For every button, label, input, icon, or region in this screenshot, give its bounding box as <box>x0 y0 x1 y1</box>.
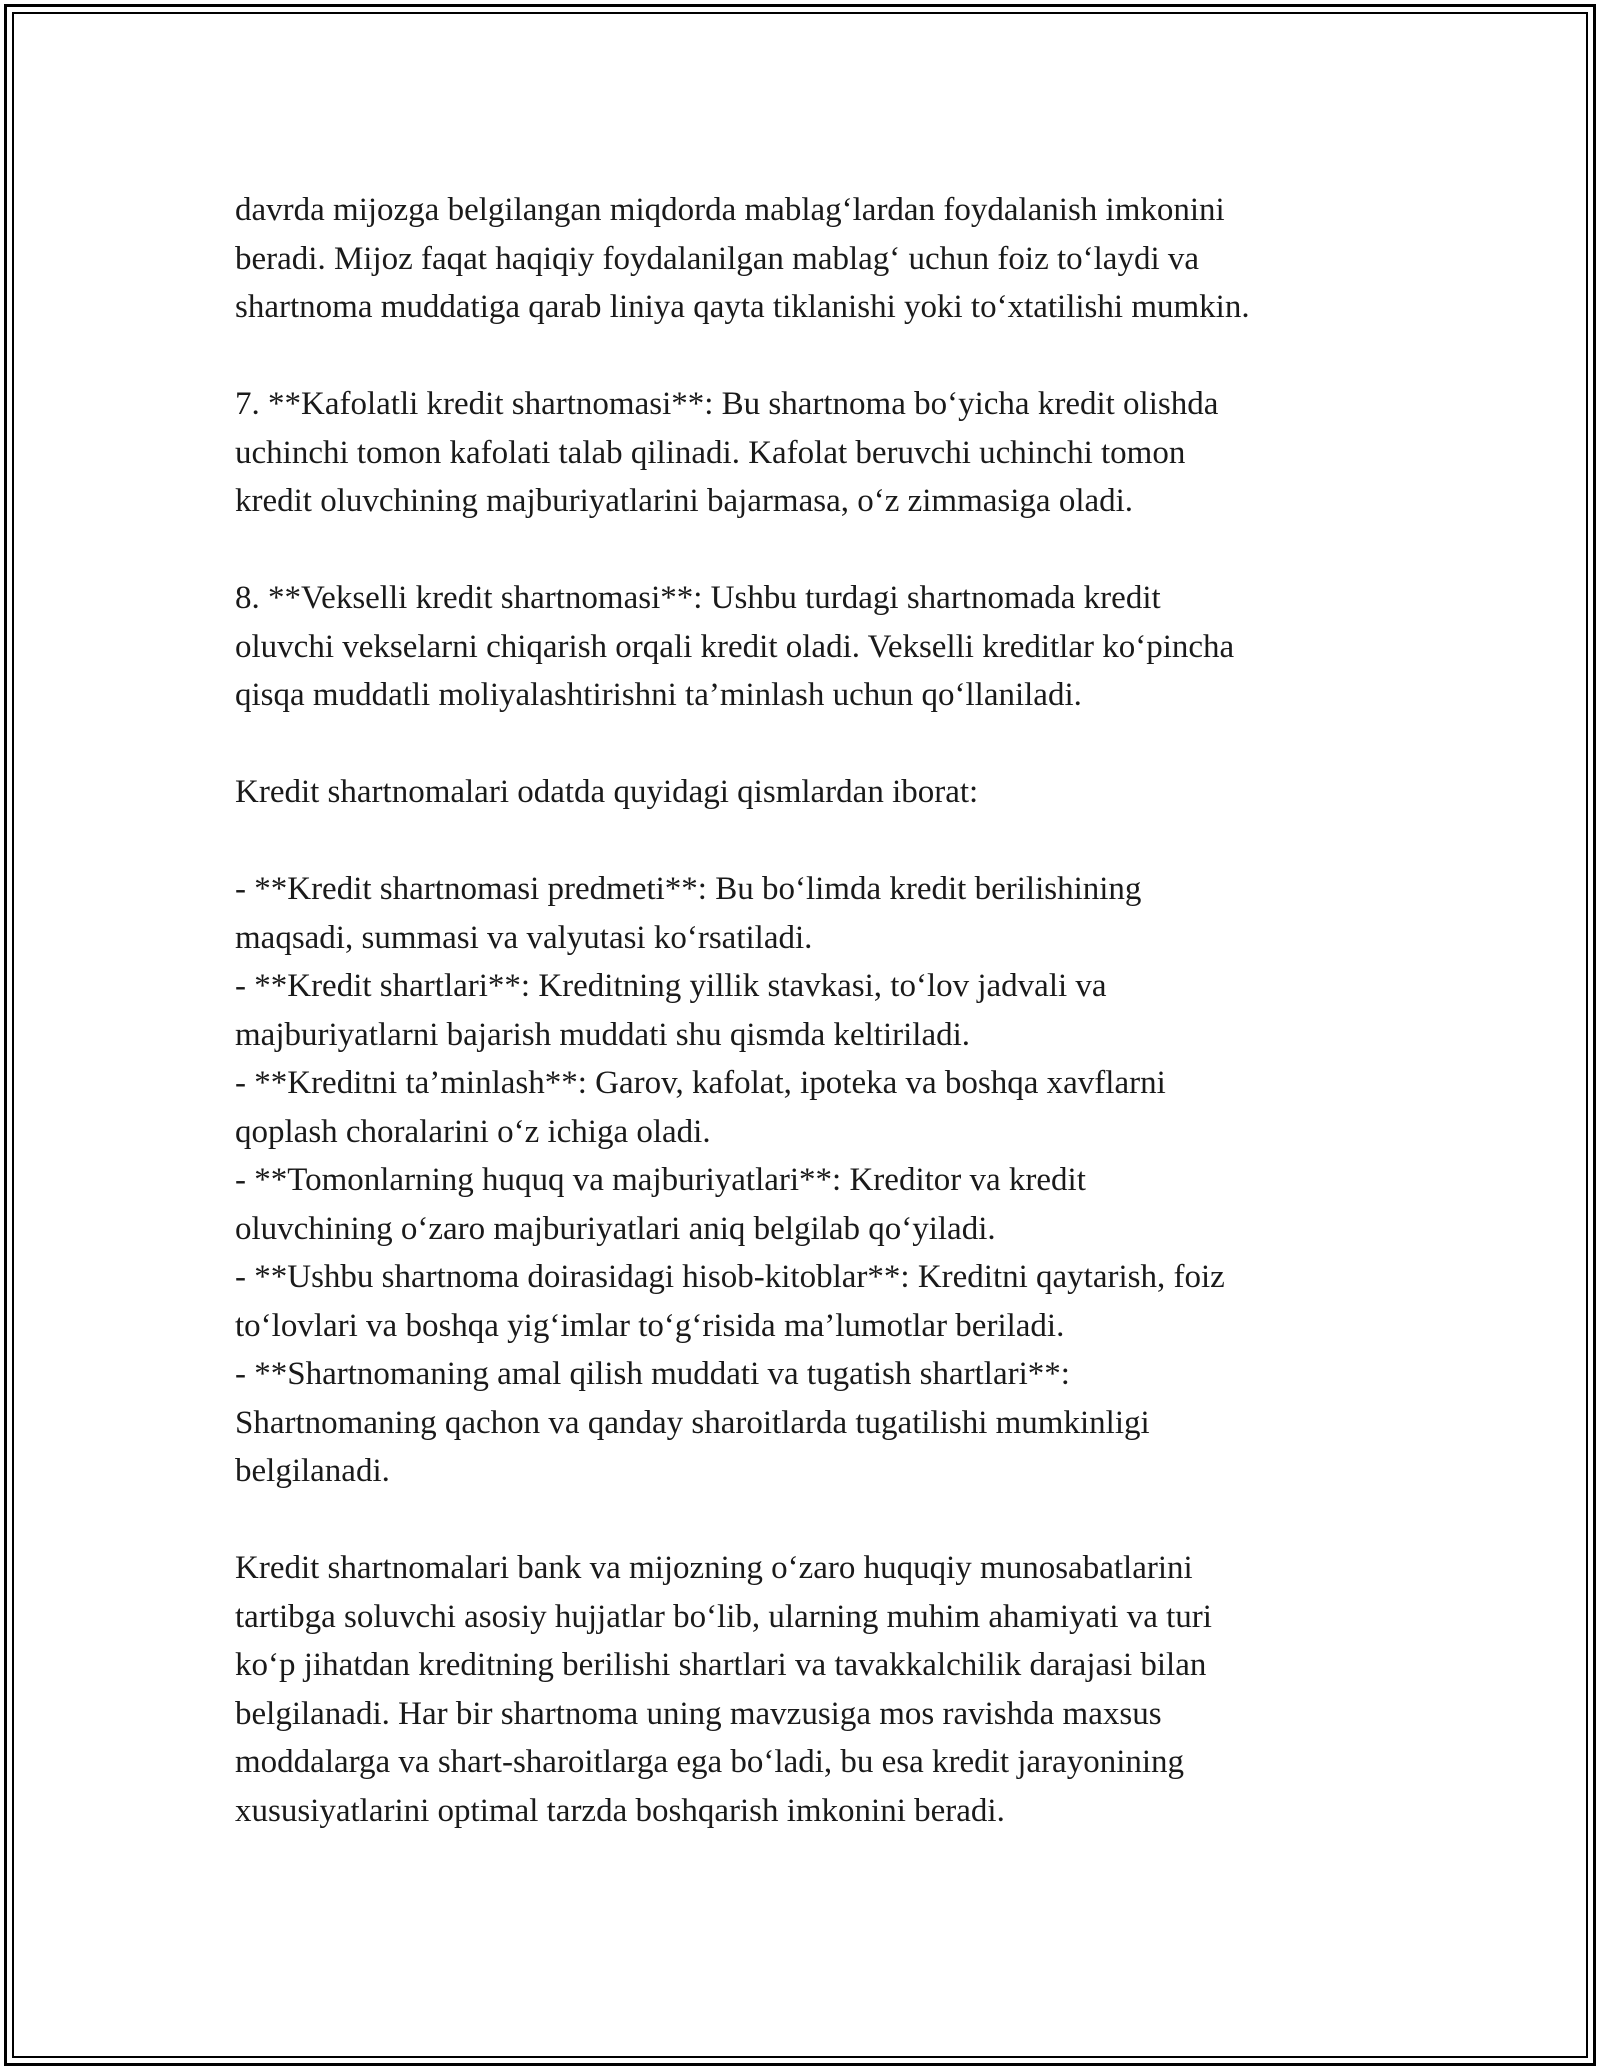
paragraph-conclusion: Kredit shartnomalari bank va mijozning o‘zaro huquqiy munosabatlarini tartibga soluvchi asosiy hujjatlar bo‘lib, ularning muhim ahamiyati va turi ko‘p jihatdan kreditning berilishi shartlari va tavakkalchilik darajasi bilan belgilanadi. Har bir shartnoma uning mavzusiga mos ravishda maxsus moddalarga va shart-sharoitlarga ega bo‘ladi, bu esa kredit jarayonining xususiyatlarini optimal tarzda boshqarish imkonini beradi. <box>235 1550 1212 1829</box>
document-body <box>235 186 1385 1835</box>
paragraph-item-8-bill-contract: 8. **Vekselli kredit shartnomasi**: Ushbu turdagi shartnomada kredit oluvchi vekselarni chiqarish orqali kredit oladi. Vekselli kreditlar ko‘pincha qisqa muddatli moliyalashtirishni ta’minlash uchun qo‘llaniladi. <box>235 580 1235 713</box>
paragraph-item-7-guarantee-contract: 7. **Kafolatli kredit shartnomasi**: Bu shartnoma bo‘yicha kredit olishda uchinchi tomon kafolati talab qilinadi. Kafolat beruvchi uchinchi tomon kredit oluvchining majburiyatlarini bajarmasa, o‘z zimmasiga oladi. <box>235 386 1219 519</box>
paragraph-spacer <box>235 526 1385 575</box>
paragraph-spacer <box>235 332 1385 381</box>
paragraph-credit-line-continuation: davrda mijozga belgilangan miqdorda mablag‘lardan foydalanish imkonini beradi. Mijoz faqat haqiqiy foydalanilgan mablag‘ uchun foiz to‘laydi va shartnoma muddatiga qarab liniya qayta tiklanishi yoki to‘xtatilishi mumkin. <box>235 192 1250 325</box>
paragraph-contract-parts-intro: Kredit shartnomalari odatda quyidagi qismlardan iborat: <box>235 774 979 810</box>
paragraph-spacer <box>235 720 1385 769</box>
paragraph-spacer <box>235 817 1385 866</box>
bullet-list-contract-parts: - **Kredit shartnomasi predmeti**: Bu bo‘limda kredit berilishining maqsadi, summasi va valyutasi ko‘rsatiladi. - **Kredit shartlari**: Kreditning yillik stavkasi, to‘lov jadvali va majburiyatlarni bajarish muddati shu qismda keltiriladi. - **Kreditni ta’minlash**: Garov, kafolat, ipoteka va boshqa xavflarni qoplash choralarini o‘z ichiga oladi. - **Tomonlarning huquq va majburiyatlari**: Kreditor va kredit oluvchining o‘zaro majburiyatlari aniq belgilab qo‘yiladi. - **Ushbu shartnoma doirasidagi hisob-kitoblar**: Kreditni qaytarish, foiz to‘lovlari va boshqa yig‘imlar to‘g‘risida ma’lumotlar beriladi. - **Shartnomaning amal qilish muddati va tugatish shartlari**: Shartnomaning qachon va qanday sharoitlarda tugatilishi mumkinligi belgilanadi. <box>235 871 1225 1489</box>
paragraph-spacer <box>235 1496 1385 1545</box>
